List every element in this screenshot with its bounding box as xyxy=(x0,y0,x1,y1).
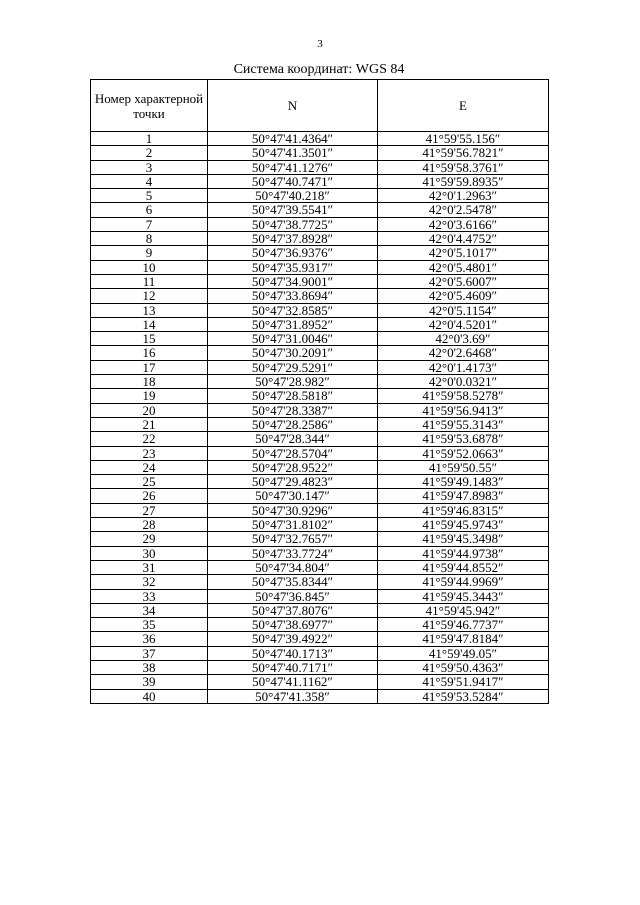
north-coordinate-cell: 50°47'41.4364″ xyxy=(208,132,378,146)
north-coordinate-cell: 50°47'41.358″ xyxy=(208,689,378,703)
point-number-cell: 8 xyxy=(91,232,208,246)
point-number-cell: 6 xyxy=(91,203,208,217)
point-number-cell: 2 xyxy=(91,146,208,160)
east-coordinate-cell: 41°59'46.8315″ xyxy=(378,503,549,517)
point-number-cell: 29 xyxy=(91,532,208,546)
table-body xyxy=(91,132,549,704)
east-coordinate-cell: 41°59'58.3761″ xyxy=(378,160,549,174)
table-row xyxy=(91,346,549,360)
table-row xyxy=(91,303,549,317)
north-coordinate-cell: 50°47'40.7471″ xyxy=(208,174,378,188)
east-coordinate-cell: 41°59'53.5284″ xyxy=(378,689,549,703)
table-row xyxy=(91,375,549,389)
north-coordinate-cell: 50°47'34.804″ xyxy=(208,560,378,574)
north-coordinate-cell: 50°47'28.982″ xyxy=(208,375,378,389)
point-number-cell: 27 xyxy=(91,503,208,517)
east-coordinate-cell: 41°59'55.156″ xyxy=(378,132,549,146)
header-east: E xyxy=(378,80,549,132)
north-coordinate-cell: 50°47'28.2586″ xyxy=(208,417,378,431)
table-row xyxy=(91,575,549,589)
north-coordinate-cell: 50°47'36.9376″ xyxy=(208,246,378,260)
north-coordinate-cell: 50°47'30.2091″ xyxy=(208,346,378,360)
point-number-cell: 12 xyxy=(91,289,208,303)
table-row xyxy=(91,489,549,503)
east-coordinate-cell: 42°0'5.4609″ xyxy=(378,289,549,303)
table-row xyxy=(91,518,549,532)
point-number-cell: 5 xyxy=(91,189,208,203)
table-header-row xyxy=(91,80,549,132)
table-row xyxy=(91,146,549,160)
north-coordinate-cell: 50°47'28.9522″ xyxy=(208,460,378,474)
table-row xyxy=(91,389,549,403)
point-number-cell: 19 xyxy=(91,389,208,403)
east-coordinate-cell: 41°59'59.8935″ xyxy=(378,174,549,188)
table-row xyxy=(91,174,549,188)
east-coordinate-cell: 41°59'58.5278″ xyxy=(378,389,549,403)
point-number-cell: 23 xyxy=(91,446,208,460)
point-number-cell: 17 xyxy=(91,360,208,374)
point-number-cell: 14 xyxy=(91,317,208,331)
point-number-cell: 33 xyxy=(91,589,208,603)
point-number-cell: 22 xyxy=(91,432,208,446)
east-coordinate-cell: 41°59'44.8552″ xyxy=(378,560,549,574)
table-row xyxy=(91,232,549,246)
east-coordinate-cell: 41°59'45.942″ xyxy=(378,603,549,617)
east-coordinate-cell: 42°0'5.6007″ xyxy=(378,274,549,288)
north-coordinate-cell: 50°47'30.9296″ xyxy=(208,503,378,517)
east-coordinate-cell: 41°59'51.9417″ xyxy=(378,675,549,689)
point-number-cell: 7 xyxy=(91,217,208,231)
table-row xyxy=(91,132,549,146)
east-coordinate-cell: 41°59'45.3443″ xyxy=(378,589,549,603)
north-coordinate-cell: 50°47'28.5818″ xyxy=(208,389,378,403)
point-number-cell: 3 xyxy=(91,160,208,174)
point-number-cell: 31 xyxy=(91,560,208,574)
north-coordinate-cell: 50°47'36.845″ xyxy=(208,589,378,603)
north-coordinate-cell: 50°47'41.1162″ xyxy=(208,675,378,689)
north-coordinate-cell: 50°47'41.3501″ xyxy=(208,146,378,160)
east-coordinate-cell: 42°0'0.0321″ xyxy=(378,375,549,389)
north-coordinate-cell: 50°47'41.1276″ xyxy=(208,160,378,174)
north-coordinate-cell: 50°47'29.4823″ xyxy=(208,475,378,489)
point-number-cell: 25 xyxy=(91,475,208,489)
east-coordinate-cell: 41°59'45.9743″ xyxy=(378,518,549,532)
point-number-cell: 9 xyxy=(91,246,208,260)
point-number-cell: 13 xyxy=(91,303,208,317)
north-coordinate-cell: 50°47'39.4922″ xyxy=(208,632,378,646)
coordinates-table xyxy=(90,79,549,704)
east-coordinate-cell: 41°59'46.7737″ xyxy=(378,618,549,632)
east-coordinate-cell: 41°59'49.05″ xyxy=(378,646,549,660)
north-coordinate-cell: 50°47'30.147″ xyxy=(208,489,378,503)
table-row xyxy=(91,646,549,660)
table-row xyxy=(91,360,549,374)
east-coordinate-cell: 42°0'1.2963″ xyxy=(378,189,549,203)
north-coordinate-cell: 50°47'35.9317″ xyxy=(208,260,378,274)
north-coordinate-cell: 50°47'28.344″ xyxy=(208,432,378,446)
east-coordinate-cell: 41°59'50.4363″ xyxy=(378,660,549,674)
north-coordinate-cell: 50°47'31.8952″ xyxy=(208,317,378,331)
north-coordinate-cell: 50°47'33.8694″ xyxy=(208,289,378,303)
point-number-cell: 32 xyxy=(91,575,208,589)
point-number-cell: 24 xyxy=(91,460,208,474)
point-number-cell: 21 xyxy=(91,417,208,431)
point-number-cell: 36 xyxy=(91,632,208,646)
east-coordinate-cell: 41°59'49.1483″ xyxy=(378,475,549,489)
east-coordinate-cell: 42°0'4.4752″ xyxy=(378,232,549,246)
point-number-cell: 15 xyxy=(91,332,208,346)
point-number-cell: 20 xyxy=(91,403,208,417)
point-number-cell: 1 xyxy=(91,132,208,146)
north-coordinate-cell: 50°47'40.7171″ xyxy=(208,660,378,674)
east-coordinate-cell: 41°59'47.8184″ xyxy=(378,632,549,646)
north-coordinate-cell: 50°47'38.6977″ xyxy=(208,618,378,632)
table-row xyxy=(91,274,549,288)
north-coordinate-cell: 50°47'34.9001″ xyxy=(208,274,378,288)
table-row xyxy=(91,603,549,617)
point-number-cell: 30 xyxy=(91,546,208,560)
north-coordinate-cell: 50°47'31.8102″ xyxy=(208,518,378,532)
table-row xyxy=(91,589,549,603)
table-row xyxy=(91,560,549,574)
east-coordinate-cell: 42°0'2.6468″ xyxy=(378,346,549,360)
table-row xyxy=(91,246,549,260)
table-row xyxy=(91,618,549,632)
east-coordinate-cell: 42°0'5.4801″ xyxy=(378,260,549,274)
table-row xyxy=(91,475,549,489)
table-row xyxy=(91,432,549,446)
east-coordinate-cell: 42°0'5.1017″ xyxy=(378,246,549,260)
east-coordinate-cell: 41°59'50.55″ xyxy=(378,460,549,474)
east-coordinate-cell: 42°0'3.6166″ xyxy=(378,217,549,231)
point-number-cell: 26 xyxy=(91,489,208,503)
table-row xyxy=(91,260,549,274)
north-coordinate-cell: 50°47'32.8585″ xyxy=(208,303,378,317)
table-row xyxy=(91,160,549,174)
coordinate-system-caption: Система координат: WGS 84 xyxy=(233,62,405,77)
east-coordinate-cell: 41°59'44.9738″ xyxy=(378,546,549,560)
table-row xyxy=(91,189,549,203)
east-coordinate-cell: 42°0'5.1154″ xyxy=(378,303,549,317)
east-coordinate-cell: 41°59'45.3498″ xyxy=(378,532,549,546)
point-number-cell: 35 xyxy=(91,618,208,632)
east-coordinate-cell: 42°0'1.4173″ xyxy=(378,360,549,374)
header-point-number: Номер характерной точки xyxy=(91,80,208,132)
table-row xyxy=(91,332,549,346)
north-coordinate-cell: 50°47'37.8076″ xyxy=(208,603,378,617)
east-coordinate-cell: 41°59'55.3143″ xyxy=(378,417,549,431)
table-row xyxy=(91,317,549,331)
point-number-cell: 4 xyxy=(91,174,208,188)
north-coordinate-cell: 50°47'37.8928″ xyxy=(208,232,378,246)
point-number-cell: 34 xyxy=(91,603,208,617)
east-coordinate-cell: 41°59'44.9969″ xyxy=(378,575,549,589)
east-coordinate-cell: 42°0'4.5201″ xyxy=(378,317,549,331)
point-number-cell: 28 xyxy=(91,518,208,532)
east-coordinate-cell: 41°59'52.0663″ xyxy=(378,446,549,460)
point-number-cell: 37 xyxy=(91,646,208,660)
north-coordinate-cell: 50°47'32.7657″ xyxy=(208,532,378,546)
table-row xyxy=(91,446,549,460)
north-coordinate-cell: 50°47'40.1713″ xyxy=(208,646,378,660)
east-coordinate-cell: 41°59'56.9413″ xyxy=(378,403,549,417)
north-coordinate-cell: 50°47'38.7725″ xyxy=(208,217,378,231)
point-number-cell: 38 xyxy=(91,660,208,674)
table-row xyxy=(91,632,549,646)
table-row xyxy=(91,546,549,560)
east-coordinate-cell: 41°59'56.7821″ xyxy=(378,146,549,160)
table-row xyxy=(91,532,549,546)
point-number-cell: 40 xyxy=(91,689,208,703)
table-row xyxy=(91,403,549,417)
point-number-cell: 11 xyxy=(91,274,208,288)
east-coordinate-cell: 41°59'47.8983″ xyxy=(378,489,549,503)
point-number-cell: 10 xyxy=(91,260,208,274)
north-coordinate-cell: 50°47'40.218″ xyxy=(208,189,378,203)
table-row xyxy=(91,675,549,689)
east-coordinate-cell: 41°59'53.6878″ xyxy=(378,432,549,446)
north-coordinate-cell: 50°47'29.5291″ xyxy=(208,360,378,374)
east-coordinate-cell: 42°0'3.69″ xyxy=(378,332,549,346)
table-row xyxy=(91,503,549,517)
north-coordinate-cell: 50°47'31.0046″ xyxy=(208,332,378,346)
point-number-cell: 18 xyxy=(91,375,208,389)
table-row xyxy=(91,417,549,431)
north-coordinate-cell: 50°47'39.5541″ xyxy=(208,203,378,217)
header-north: N xyxy=(208,80,378,132)
table-row xyxy=(91,217,549,231)
page-number: 3 xyxy=(317,38,323,50)
north-coordinate-cell: 50°47'28.3387″ xyxy=(208,403,378,417)
north-coordinate-cell: 50°47'28.5704″ xyxy=(208,446,378,460)
point-number-cell: 39 xyxy=(91,675,208,689)
north-coordinate-cell: 50°47'33.7724″ xyxy=(208,546,378,560)
table-row xyxy=(91,689,549,703)
table-row xyxy=(91,660,549,674)
point-number-cell: 16 xyxy=(91,346,208,360)
table-row xyxy=(91,460,549,474)
east-coordinate-cell: 42°0'2.5478″ xyxy=(378,203,549,217)
north-coordinate-cell: 50°47'35.8344″ xyxy=(208,575,378,589)
table-row xyxy=(91,289,549,303)
table-row xyxy=(91,203,549,217)
